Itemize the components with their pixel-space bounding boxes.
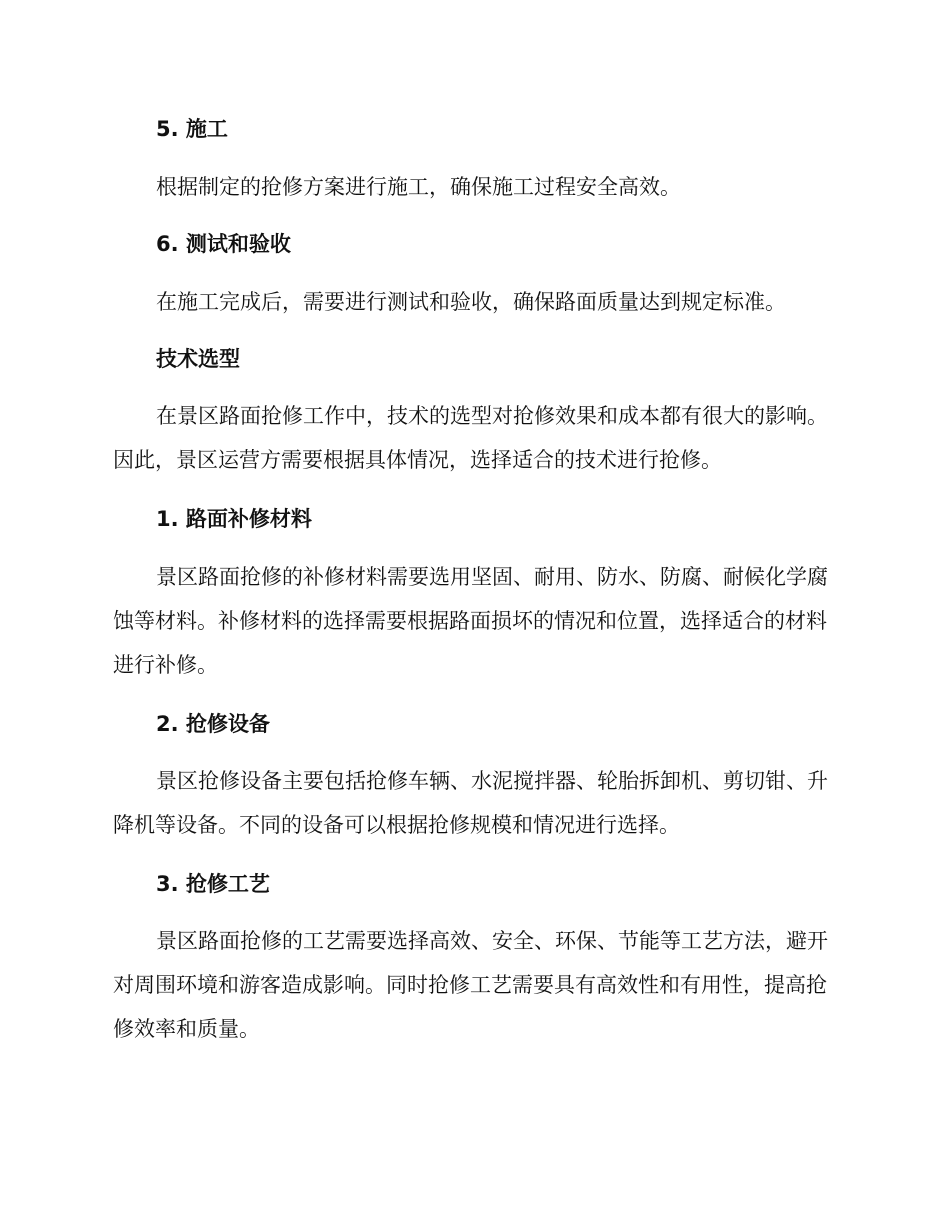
section-heading-process: 3. 抢修工艺 bbox=[156, 872, 270, 896]
paragraph-process: 景区路面抢修的工艺需要选择高效、安全、环保、节能等工艺方法，避开对周围环境和游客造成影响。同时抢修工艺需要具有高效性和有用性，提高抢修效率和质量。 bbox=[113, 929, 828, 1041]
paragraph-equipment: 景区抢修设备主要包括抢修车辆、水泥搅拌器、轮胎拆卸机、剪切钳、升降机等设备。不同的设备可以根据抢修规模和情况进行选择。 bbox=[113, 769, 828, 837]
section-heading-testing: 6. 测试和验收 bbox=[156, 232, 291, 256]
section-heading-construction: 5. 施工 bbox=[156, 117, 228, 141]
paragraph-repair-materials: 景区路面抢修的补修材料需要选用坚固、耐用、防水、防腐、耐候化学腐蚀等材料。补修材料的选择需要根据路面损坏的情况和位置，选择适合的材料进行补修。 bbox=[113, 565, 828, 677]
paragraph-tech-selection: 在景区路面抢修工作中，技术的选型对抢修效果和成本都有很大的影响。因此，景区运营方需要根据具体情况，选择适合的技术进行抢修。 bbox=[113, 404, 828, 472]
section-heading-equipment: 2. 抢修设备 bbox=[156, 712, 270, 736]
paragraph-construction: 根据制定的抢修方案进行施工，确保施工过程安全高效。 bbox=[156, 175, 681, 199]
paragraph-testing: 在施工完成后，需要进行测试和验收，确保路面质量达到规定标准。 bbox=[156, 290, 786, 314]
section-heading-tech-selection: 技术选型 bbox=[156, 347, 240, 371]
section-heading-repair-materials: 1. 路面补修材料 bbox=[156, 507, 312, 531]
